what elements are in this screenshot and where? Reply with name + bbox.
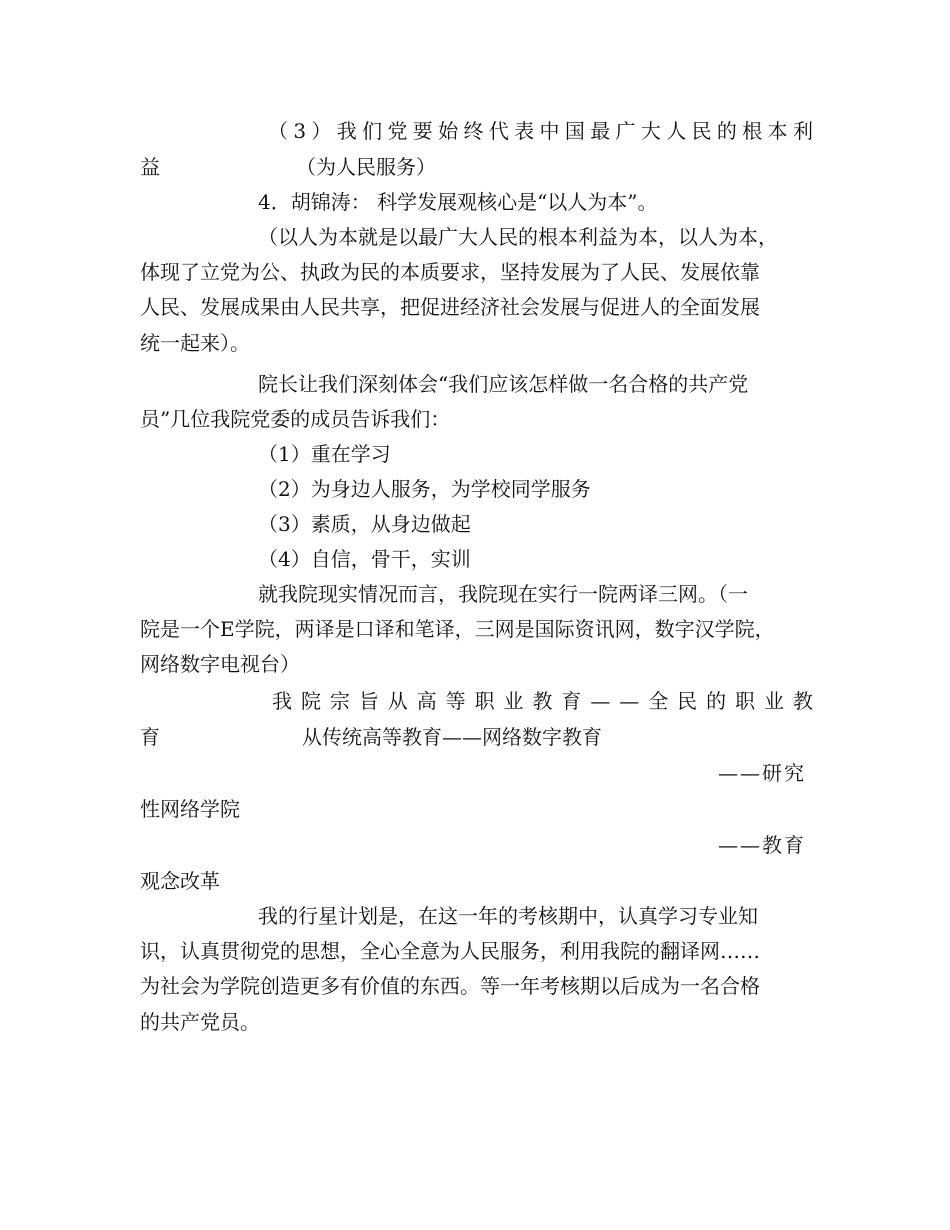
paragraph-line: 就我院现实情况而言，我院现在实行一院两译三网。（一: [258, 582, 748, 606]
paragraph-line: 员”几位我院党委的成员告诉我们：: [140, 407, 451, 431]
paragraph-line: ——研究: [718, 761, 806, 785]
paragraph-line: 性网络学院: [140, 797, 240, 821]
paragraph-line: 统一起来）。: [140, 331, 250, 355]
paragraph-line: 观念改革: [140, 869, 220, 893]
paragraph-line: 我的行星计划是，在这一年的考核期中，认真学习专业知: [258, 904, 758, 928]
list-item: （2）为身边人服务，为学校同学服务: [258, 477, 591, 501]
paragraph-line: 网络数字电视台）: [140, 652, 300, 676]
paragraph-line: （为人民服务）: [296, 155, 436, 179]
paragraph-line: （ 3 ） 我 们 党 要 始 终 代 表 中 国 最 广 大 人 民 的 根 本 利: [268, 119, 813, 143]
paragraph-line: 人民、发展成果由人民共享，把促进经济社会发展与促进人的全面发展: [140, 295, 760, 319]
list-item: （3）素质，从身边做起: [258, 512, 471, 536]
paragraph-line: 体现了立党为公、执政为民的本质要求，坚持发展为了人民、发展依靠: [140, 260, 760, 284]
paragraph-line: 识，认真贯彻党的思想，全心全意为人民服务，利用我院的翻译网……: [140, 939, 760, 963]
paragraph-line: （以人为本就是以最广大人民的根本利益为本，以人为本，: [258, 225, 778, 249]
paragraph-line: 从传统高等教育——网络数字教育: [302, 725, 602, 749]
paragraph-line: 为社会为学院创造更多有价值的东西。等一年考核期以后成为一名合格: [140, 974, 760, 998]
paragraph-line: 育: [140, 725, 160, 749]
list-item: （4）自信，骨干，实训: [258, 547, 471, 571]
paragraph-line: 益: [140, 155, 160, 179]
paragraph-line: ——教育: [718, 833, 806, 857]
paragraph-line: 院是一个E学院，两译是口译和笔译，三网是国际资讯网，数字汉学院，: [140, 617, 775, 641]
paragraph-line: 院长让我们深刻体会“我们应该怎样做一名合格的共产党: [258, 372, 749, 396]
list-item: （1）重在学习: [258, 442, 391, 466]
paragraph-line: 的共产党员。: [140, 1010, 260, 1034]
paragraph-line: 我 院 宗 旨 从 高 等 职 业 教 育 — — 全 民 的 职 业 教: [272, 689, 813, 713]
paragraph-line: 4．胡锦涛： 科学发展观核心是“以人为本”。: [258, 190, 658, 214]
